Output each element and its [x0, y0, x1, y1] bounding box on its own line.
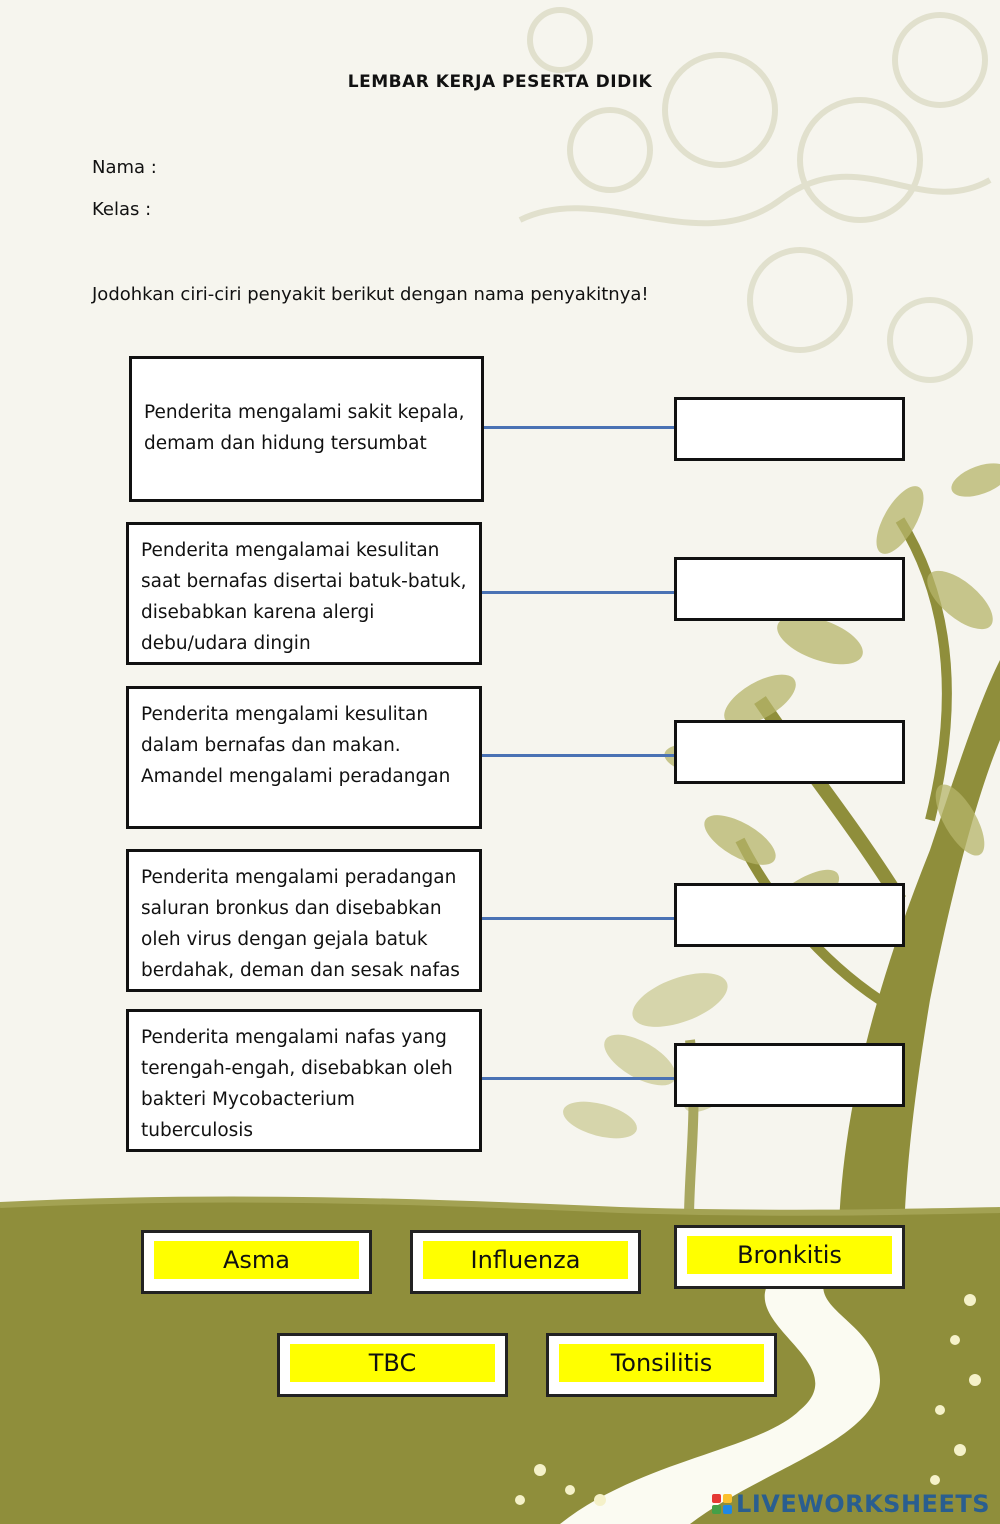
clue-box: [126, 849, 482, 992]
clue-box: [129, 356, 484, 502]
answer-drop-box[interactable]: [674, 720, 905, 784]
brand-text: LIVEWORKSHEETS: [736, 1490, 990, 1518]
answer-drop-box[interactable]: [674, 1043, 905, 1107]
clue-box: [126, 686, 482, 829]
clue-box: [126, 1009, 482, 1152]
option-label: Bronkitis: [687, 1236, 892, 1274]
option-label: Influenza: [423, 1241, 628, 1279]
connector-line: [482, 917, 676, 920]
option-bronkitis[interactable]: [674, 1225, 905, 1289]
clue-text: Penderita mengalami nafas yang terengah-engah, disebabkan oleh bakteri Mycobacterium tuberculosis: [141, 1027, 453, 1141]
answer-drop-box[interactable]: [674, 397, 905, 461]
instruction-text: Jodohkan ciri-ciri penyakit berikut dengan nama penyakitnya!: [92, 284, 649, 305]
option-label: Tonsilitis: [559, 1344, 764, 1382]
name-label: Nama :: [92, 157, 157, 178]
option-label: Asma: [154, 1241, 359, 1279]
connector-line: [482, 1077, 676, 1080]
option-tonsilitis[interactable]: [546, 1333, 777, 1397]
answer-drop-box[interactable]: [674, 883, 905, 947]
clue-text: Penderita mengalami sakit kepala, demam dan hidung tersumbat: [144, 402, 465, 454]
connector-line: [482, 754, 676, 757]
option-tbc[interactable]: [277, 1333, 508, 1397]
clue-text: Penderita mengalami kesulitan dalam bernafas dan makan. Amandel mengalami peradangan: [141, 704, 451, 787]
page-title: LEMBAR KERJA PESERTA DIDIK: [347, 72, 653, 92]
option-asma[interactable]: [141, 1230, 372, 1294]
connector-line: [482, 591, 676, 594]
clue-box: [126, 522, 482, 665]
clue-text: Penderita mengalamai kesulitan saat bernafas disertai batuk-batuk, disebabkan karena alergi debu/udara dingin: [141, 540, 467, 654]
option-influenza[interactable]: [410, 1230, 641, 1294]
answer-drop-box[interactable]: [674, 557, 905, 621]
connector-line: [484, 426, 676, 429]
liveworksheets-brand: [712, 1490, 990, 1518]
clue-text: Penderita mengalami peradangan saluran bronkus dan disebabkan oleh virus dengan gejala batuk berdahak, deman dan sesak nafas: [141, 867, 460, 981]
class-label: Kelas :: [92, 199, 152, 220]
option-label: TBC: [290, 1344, 495, 1382]
liveworksheets-logo-icon: [712, 1494, 732, 1514]
